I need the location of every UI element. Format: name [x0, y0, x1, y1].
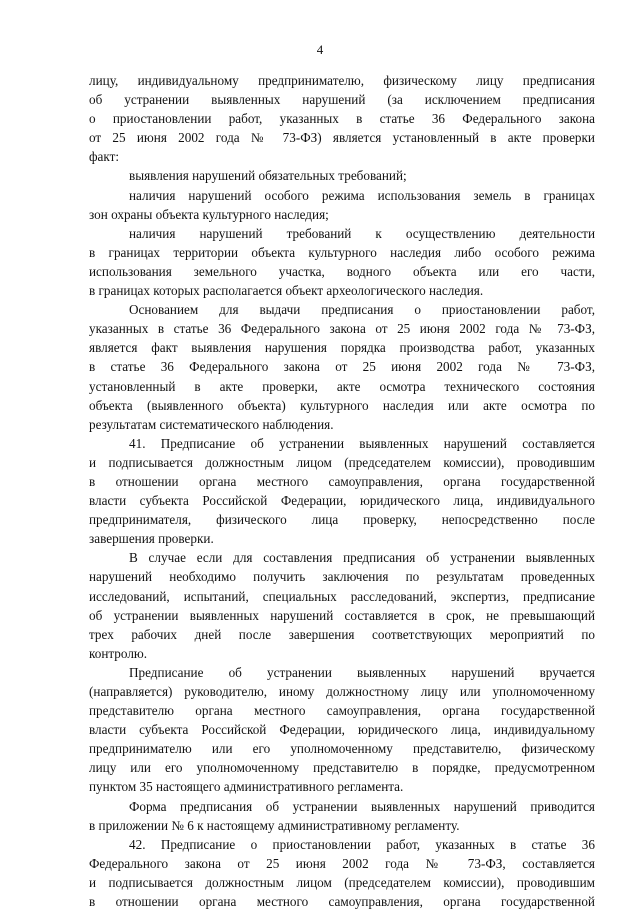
text-line: установленный в акте проверки, акте осмотра технического состояния [89, 378, 595, 394]
text-line: пунктом 35 настоящего административного регламента. [89, 779, 404, 795]
text-line: наличия нарушений особого режима использования земель в границах [129, 187, 595, 203]
text-line: и подписывается должностным лицом (председателем комиссии), проводившим [89, 874, 595, 890]
text-line: и подписывается должностным лицом (председателем комиссии), проводившим [89, 454, 595, 470]
text-line: завершения проверки. [89, 531, 214, 547]
text-line: Форма предписания об устранении выявленных нарушений приводится [129, 798, 595, 814]
text-line: лицу или его уполномоченному представителю в порядке, предусмотренном [89, 760, 595, 776]
text-line: предпринимателя, физического лица проверку, непосредственно после [89, 512, 595, 528]
text-line: власти субъекта Российской Федерации, юридического лица, индивидуальному [89, 722, 595, 738]
text-line: в статье 36 Федерального закона от 25 июня 2002 года № 73-ФЗ, [89, 359, 595, 375]
page-number: 4 [316, 42, 324, 57]
text-line: зон охраны объекта культурного наследия; [89, 206, 329, 222]
text-line: указанных в статье 36 Федерального закона от 25 июня 2002 года № 73-ФЗ, [89, 321, 595, 337]
text-line: является факт выявления нарушения порядка производства работ, указанных [89, 340, 595, 356]
text-line: Федерального закона от 25 июня 2002 года № 73-ФЗ, составляется [89, 855, 595, 871]
text-line: Основанием для выдачи предписания о приостановлении работ, [129, 302, 595, 318]
text-line: (направляется) руководителю, иному должностному лицу или уполномоченному [89, 684, 595, 699]
text-line: предпринимателю или его уполномоченному представителю, физическому [89, 741, 595, 757]
text-line: результатам систематического наблюдения. [89, 416, 334, 432]
text-line: контролю. [89, 645, 148, 661]
text-line: в границах территории объекта культурного наследия либо особого режима [89, 244, 595, 260]
text-line: нарушений необходимо получить заключения по результатам проведенных [89, 569, 595, 585]
text-line: о приостановлении работ, указанных в статье 36 Федерального закона [89, 111, 595, 127]
text-line: исследований, испытаний, специальных расследований, экспертиз, предписание [89, 588, 595, 604]
text-line: представителю органа местного самоуправления, органа государственной [89, 703, 595, 719]
text-line: Предписание об устранении выявленных нарушений вручается [129, 664, 595, 680]
text-line: трех рабочих дней после завершения соответствующих мероприятий по [89, 626, 595, 642]
text-line: 42. Предписание о приостановлении работ, указанных в статье 36 [129, 836, 595, 852]
text-line: объекта (выявленного объекта) культурного наследия или акте осмотра по [89, 397, 595, 413]
text-line: власти субъекта Российской Федерации, юридического лица, индивидуального [89, 493, 595, 509]
text-line: факт: [89, 149, 120, 165]
text-line: от 25 июня 2002 года № 73-ФЗ) является установленный в акте проверки [89, 130, 595, 146]
text-line: лицу, индивидуальному предпринимателю, физическому лицу предписания [89, 73, 595, 88]
text-line: в отношении органа местного самоуправления, органа государственной [89, 473, 595, 489]
text-line: использования земельного участка, водного объекта или его части, [89, 263, 595, 279]
text-line: наличия нарушений требований к осуществлению деятельности [129, 225, 595, 241]
text-line: 41. Предписание об устранении выявленных нарушений составляется [129, 435, 595, 451]
text-line: в приложении № 6 к настоящему административному регламенту. [89, 817, 460, 833]
text-line: об устранении выявленных нарушений (за исключением предписания [89, 92, 595, 108]
text-line: В случае если для составления предписания об устранении выявленных [129, 550, 595, 566]
text-line: выявления нарушений обязательных требований; [129, 168, 407, 184]
document-body [89, 71, 595, 911]
text-line: в границах которых располагается объект археологического наследия. [89, 283, 484, 299]
text-line: в отношении органа местного самоуправления, органа государственной [89, 894, 595, 910]
text-line: об устранении выявленных нарушений составляется в срок, не превышающий [89, 607, 595, 623]
